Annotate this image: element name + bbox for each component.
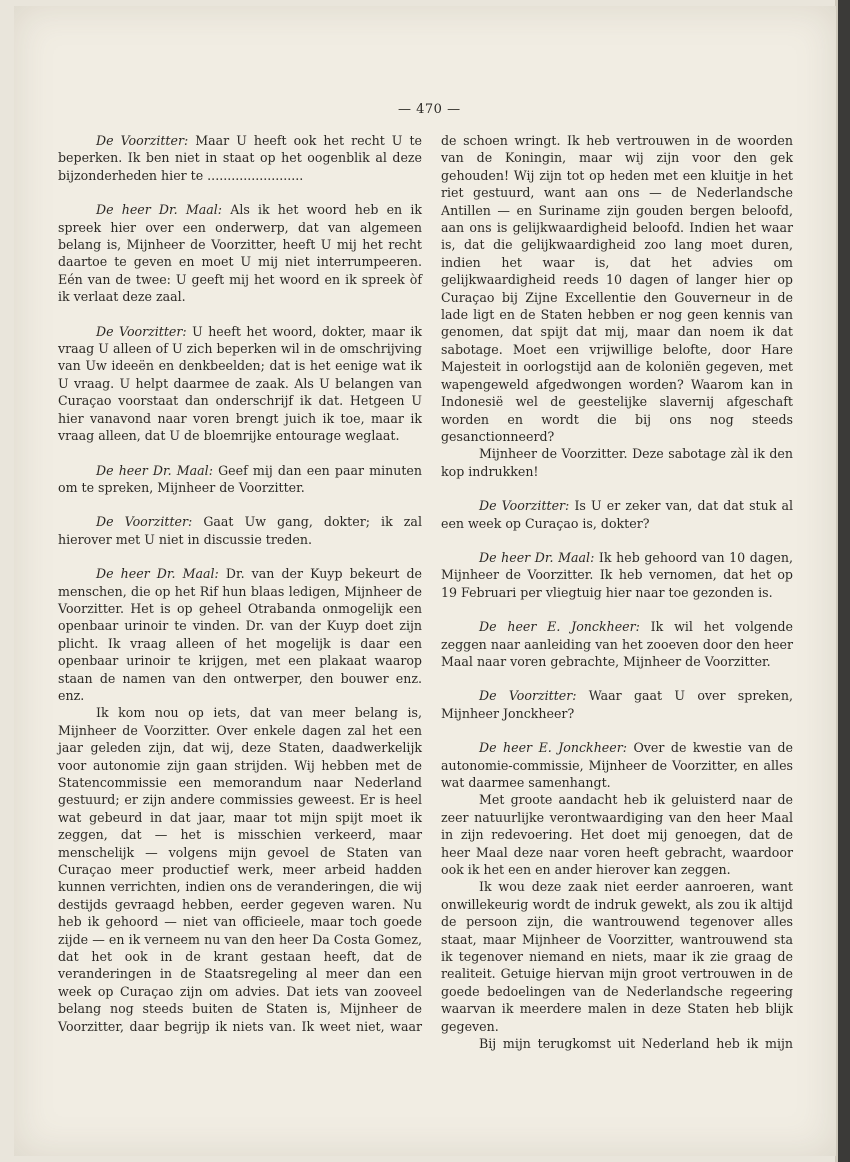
paragraph-text: U heeft het woord, dokter, maar ik vraag U alleen of U zich beperken wil in de omschrijving van Uw ideeën en denkbeelden; dat is het eenige wat ik U vraag. U helpt daarmee de zaak. Als U belangen van Curaçao voorstaat dan onderschrijf ik dat. Hetgeen U hier vanavond naar voren brengt juich ik toe, maar ik vraag alleen, dat U de bloemrijke entourage weglaat.: [58, 323, 422, 444]
paragraph-gap: [58, 445, 422, 462]
speaker-name: De heer Dr. Maal:: [96, 566, 219, 582]
paragraph: [58, 704, 422, 1035]
paragraph-text: Bij mijn terugkomst uit Nederland heb ik mijn: [479, 1036, 793, 1052]
speaker-name: De Voorzitter:: [96, 133, 189, 148]
paragraph: [58, 201, 422, 305]
paragraph-text: Waar gaat U over spreken, Mijnheer Jonckheer?: [441, 688, 793, 721]
paragraph-text: Ik wil het volgende zeggen naar aanleiding van het zooeven door den heer Maal naar voren gebrachte, Mijnheer de Voorzitter.: [441, 619, 793, 669]
paragraph-gap: [441, 480, 793, 497]
speaker-name: De Voorzitter:: [96, 514, 193, 530]
paragraph-text: Dr. van der Kuyp bekeurt de menschen, die op het Rif hun blaas ledigen, Mijnheer de Voorzitter. Het is op geheel Otrabanda onmogelijk een openbaar urinoir te vinden. Dr. van der Kuyp doet zijn plicht. Ik vraag alleen of het mogelijk is daar een openbaar urinoir te krijgen, met een plakaat waarop staan de namen van den ontwerper, den bouwer enz. enz.: [58, 566, 423, 703]
paragraph-text: Gaat Uw gang, dokter; ik zal hierover met U niet in discussie treden.: [58, 514, 422, 547]
paragraph: [441, 549, 793, 601]
paragraph: [441, 1035, 793, 1052]
speaker-name: De heer Dr. Maal:: [96, 462, 213, 478]
scan-edge-dark: [838, 0, 850, 1162]
paragraph-gap: [441, 601, 793, 618]
paragraph-text: Mijnheer de Voorzitter. Deze sabotage zàl ik den kop indrukken!: [441, 446, 793, 479]
paragraph: [58, 462, 422, 497]
paragraph-text: Geef mij dan een paar minuten om te spreken, Mijnheer de Voorzitter.: [58, 462, 422, 495]
paragraph-gap: [58, 496, 422, 513]
paragraph: [441, 878, 793, 1035]
paragraph: [441, 445, 793, 480]
paragraph-text: Over de kwestie van de autonomie-commissie, Mijnheer de Voorzitter, en alles wat daarmee samenhangt.: [441, 740, 794, 790]
speaker-name: De heer Dr. Maal:: [479, 549, 595, 565]
paragraph-gap: [58, 306, 422, 323]
speaker-name: De heer E. Jonckheer:: [479, 619, 640, 635]
paragraph-text: Ik heb gehoord van 10 dagen, Mijnheer de Voorzitter. Ik heb vernomen, dat het op 19 Februari per vliegtuig hier naar toe gezonden is.: [441, 549, 793, 600]
paragraph-gap: [441, 532, 793, 549]
paragraph-text: Maar U heeft ook het recht U te beperken. Ik ben niet in staat op het oogenblik al deze bijzonderheden hier te ........................: [58, 133, 422, 183]
left-column: [58, 132, 422, 1035]
paragraph: [441, 497, 793, 532]
paragraph-gap: [58, 184, 422, 201]
paragraph: [58, 513, 422, 548]
speaker-name: De heer E. Jonckheer:: [479, 740, 627, 756]
speaker-name: De Voorzitter:: [479, 688, 577, 704]
paragraph-text: Ik kom nou op iets, dat van meer belang is, Mijnheer de Voorzitter. Over enkele dagen zal het een jaar geleden zijn, dat wij, deze Staten, daadwerkelijk voor autonomie zijn gaan strijden. Wij hebben met de Statencommissie een memorandum naar Nederland gestuurd; er zijn andere commissies geweest. Er is heel wat gebeurd in dat jaar, maar tot mijn spijt moet ik zeggen, dat — het is misschien verkeerd, maar menschelijk — volgens mijn gevoel de Staten van Curaçao meer productief werk, meer arbeid hadden kunnen verrichten, indien ons de veranderingen, die wij destijds gevraagd hebben, eerder gegeven waren. Nu heb ik gehoord — niet van officieele, maar toch goede zijde — en ik verneem nu van den heer Da Costa Gomez, dat het ook in de krant gestaan heeft, dat de veranderingen in de Staatsregeling al meer dan een week op Curaçao zijn om advies. Dat iets van zooveel belang nog steeds buiten de Staten is, Mijnheer de Voorzitter, daar begrijp ik niets van. Ik weet niet, waar: [58, 705, 422, 1034]
paragraph: [441, 739, 793, 791]
paragraph-text: Met groote aandacht heb ik geluisterd naar de zeer natuurlijke verontwaardiging van den heer Maal in zijn redevoering. Het doet mij genoegen, dat de heer Maal deze naar voren heeft gebracht, waardoor ook ik het een en ander hierover kan zeggen.: [441, 792, 793, 878]
paragraph-text: Als ik het woord heb en ik spreek hier over een onderwerp, dat van algemeen belang is, Mijnheer de Voorzitter, heeft U mij het recht daartoe te geven en moet U mij niet interrumpeeren. Eén van de twee: U geeft mij het woord en ik spreek òf ik verlaat deze zaal.: [58, 202, 423, 305]
paragraph: [58, 132, 422, 184]
speaker-name: De Voorzitter:: [479, 498, 570, 514]
paragraph: [58, 565, 422, 704]
paragraph-text: Ik wou deze zaak niet eerder aanroeren, want onwillekeurig wordt de indruk gewekt, als zou ik altijd de persoon zijn, die wantrouwend tegenover alles staat, maar Mijnheer de Voorzitter, wantrouwend sta ik tegenover niemand en niets, maar ik zie graag de realiteit. Getuige hiervan mijn groot vertrouwen in de goede bedoelingen van de Nederlandsche regeering waarvan ik meerdere malen in deze Staten heb blijk gegeven.: [441, 879, 793, 1034]
paragraph: [441, 132, 793, 445]
paragraph: [441, 791, 793, 878]
paragraph: [58, 323, 422, 445]
paragraph-gap: [441, 670, 793, 687]
page-number: — 470 —: [398, 102, 461, 117]
paragraph-gap: [441, 722, 793, 739]
speaker-name: De Voorzitter:: [96, 323, 187, 339]
paragraph-text: de schoen wringt. Ik heb vertrouwen in de woorden van de Koningin, maar wij zijn voor den gek gehouden! Wij zijn tot op heden met een kluitje in het riet gestuurd, want aan ons — de Nederlandsche Antillen — en Suriname zijn gouden bergen beloofd, aan ons is gelijkwaardigheid beloofd. Indien het waar is, dat die gelijkwaardigheid zoo lang moet duren, indien het waar is, dat het advies om gelijkwaardigheid reeds 10 dagen of langer hier op Curaçao bij Zijne Excellentie den Gouverneur in de lade ligt en de Staten hebben er nog geen kennis van genomen, dat spijt dat mij, maar dan noem ik dat sabotage. Moet een vrijwillige belofte, door Hare Majesteit in oorlogstijd aan de koloniën gegeven, met wapengeweld afgedwongen worden? Waarom kan in Indonesië wel de geestelijke slavernij afgeschaft worden en wordt die bij ons nog steeds gesanctionneerd?: [441, 133, 793, 444]
paragraph: [441, 618, 793, 670]
speaker-name: De heer Dr. Maal:: [96, 202, 223, 218]
paragraph: [441, 687, 793, 722]
paragraph-text: Is U er zeker van, dat dat stuk al een week op Curaçao is, dokter?: [441, 498, 793, 531]
paragraph-gap: [58, 548, 422, 565]
right-column: [441, 132, 793, 1053]
